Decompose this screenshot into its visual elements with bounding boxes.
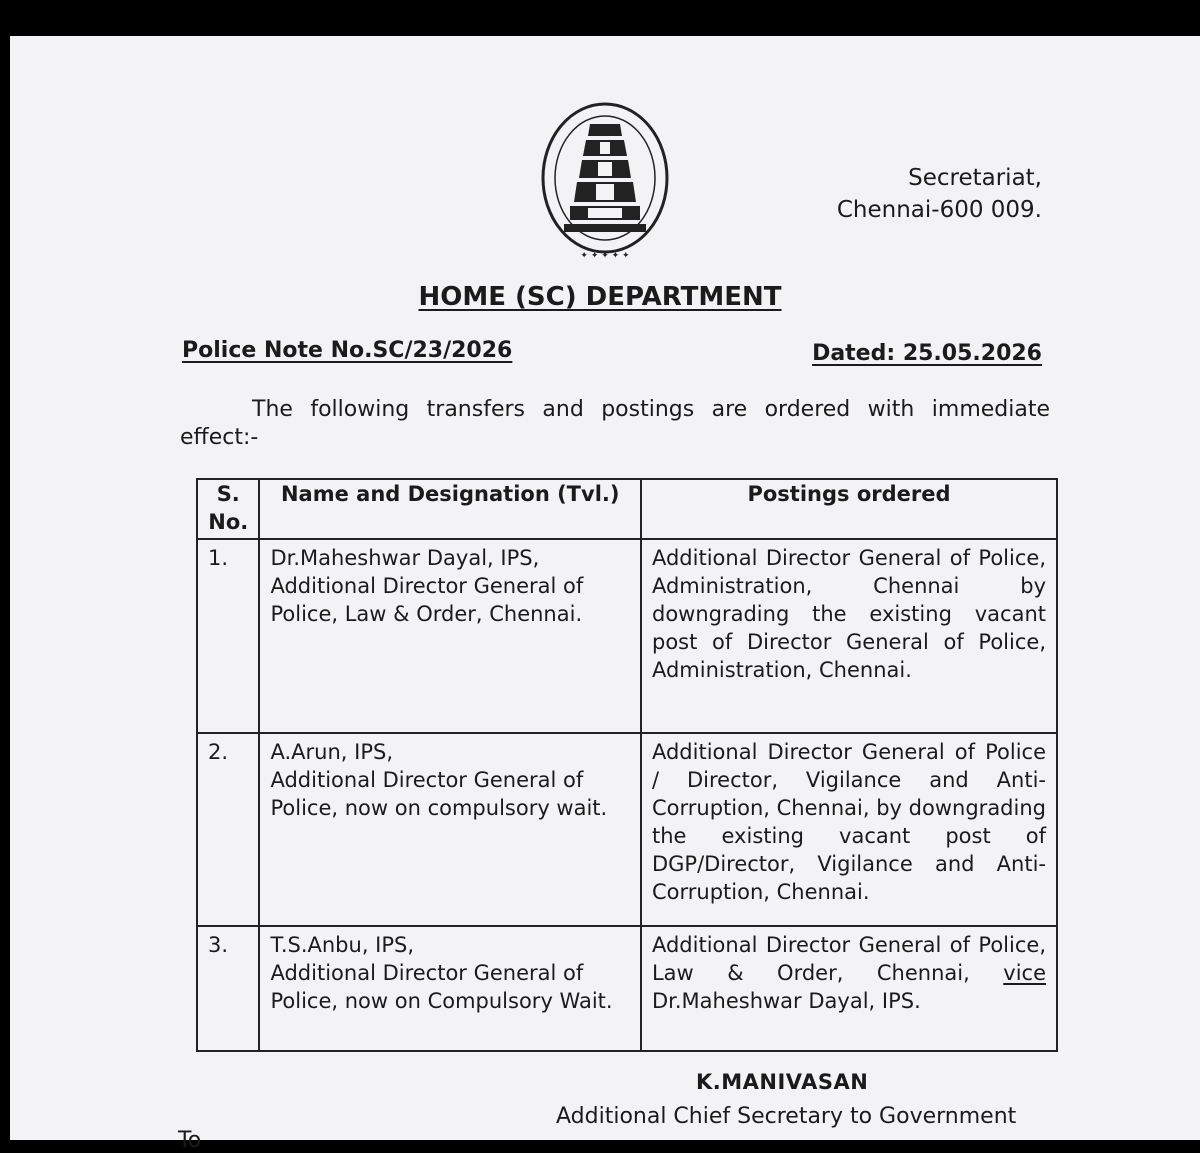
officer-designation: Additional Director General of Police, now on Compulsory Wait.	[270, 961, 613, 1013]
officer-designation: Additional Director General of Police, Law & Order, Chennai.	[270, 574, 584, 626]
row-name-designation	[259, 539, 641, 733]
to-line: To	[178, 1128, 202, 1153]
signatory-title: Additional Chief Secretary to Government	[556, 1104, 1017, 1129]
address-line-1: Secretariat,	[908, 165, 1042, 191]
tamil-nadu-emblem	[530, 96, 680, 266]
header-sno: S. No.	[197, 479, 259, 539]
header-posting: Postings ordered	[641, 479, 1057, 539]
officer-name: Dr.Maheshwar Dayal, IPS,	[270, 546, 540, 570]
posting-text: Additional Director General of Police, Law & Order, Chennai,	[651, 933, 1046, 985]
intro-paragraph: The following transfers and postings are ordered with immediate effect:-	[180, 397, 1050, 450]
address-block	[780, 162, 1042, 226]
header-name: Name and Designation (Tvl.)	[259, 479, 641, 539]
posting-vice: vice	[1003, 961, 1046, 985]
table-row	[197, 539, 1057, 733]
department-heading	[0, 282, 1200, 312]
signatory-name: K.MANIVASAN	[696, 1070, 869, 1094]
row-posting: Additional Director General of Police / Director, Vigilance and Anti-Corruption, Chennai, by downgrading the existing vacant post of DGP/Director, Vigilance and Anti-Corruption, Chennai.	[641, 733, 1057, 926]
police-note-number: Police Note No.SC/23/2026	[182, 338, 513, 363]
postings-table	[196, 478, 1058, 1052]
row-posting: Additional Director General of Police, Administration, Chennai by downgrading the existing vacant post of Director General of Police, Administration, Chennai.	[641, 539, 1057, 733]
row-name-designation	[259, 926, 641, 1051]
table-header-row	[197, 479, 1057, 539]
row-sno: 3.	[197, 926, 259, 1051]
officer-designation: Additional Director General of Police, now on compulsory wait.	[270, 768, 608, 820]
row-posting	[641, 926, 1057, 1051]
table-row	[197, 733, 1057, 926]
row-name-designation	[259, 733, 641, 926]
department-title: HOME (SC) DEPARTMENT	[418, 282, 782, 312]
row-sno: 2.	[197, 733, 259, 926]
table-row	[197, 926, 1057, 1051]
note-date: Dated: 25.05.2026	[812, 341, 1042, 366]
officer-name: T.S.Anbu, IPS,	[270, 933, 415, 957]
officer-name: A.Arun, IPS,	[270, 740, 393, 764]
posting-vice-officer: Dr.Maheshwar Dayal, IPS.	[651, 989, 921, 1013]
svg-text:✦ ✦ ✦ ✦ ✦: ✦ ✦ ✦ ✦ ✦	[580, 251, 630, 261]
address-line-2: Chennai-600 009.	[836, 197, 1042, 223]
row-sno: 1.	[197, 539, 259, 733]
